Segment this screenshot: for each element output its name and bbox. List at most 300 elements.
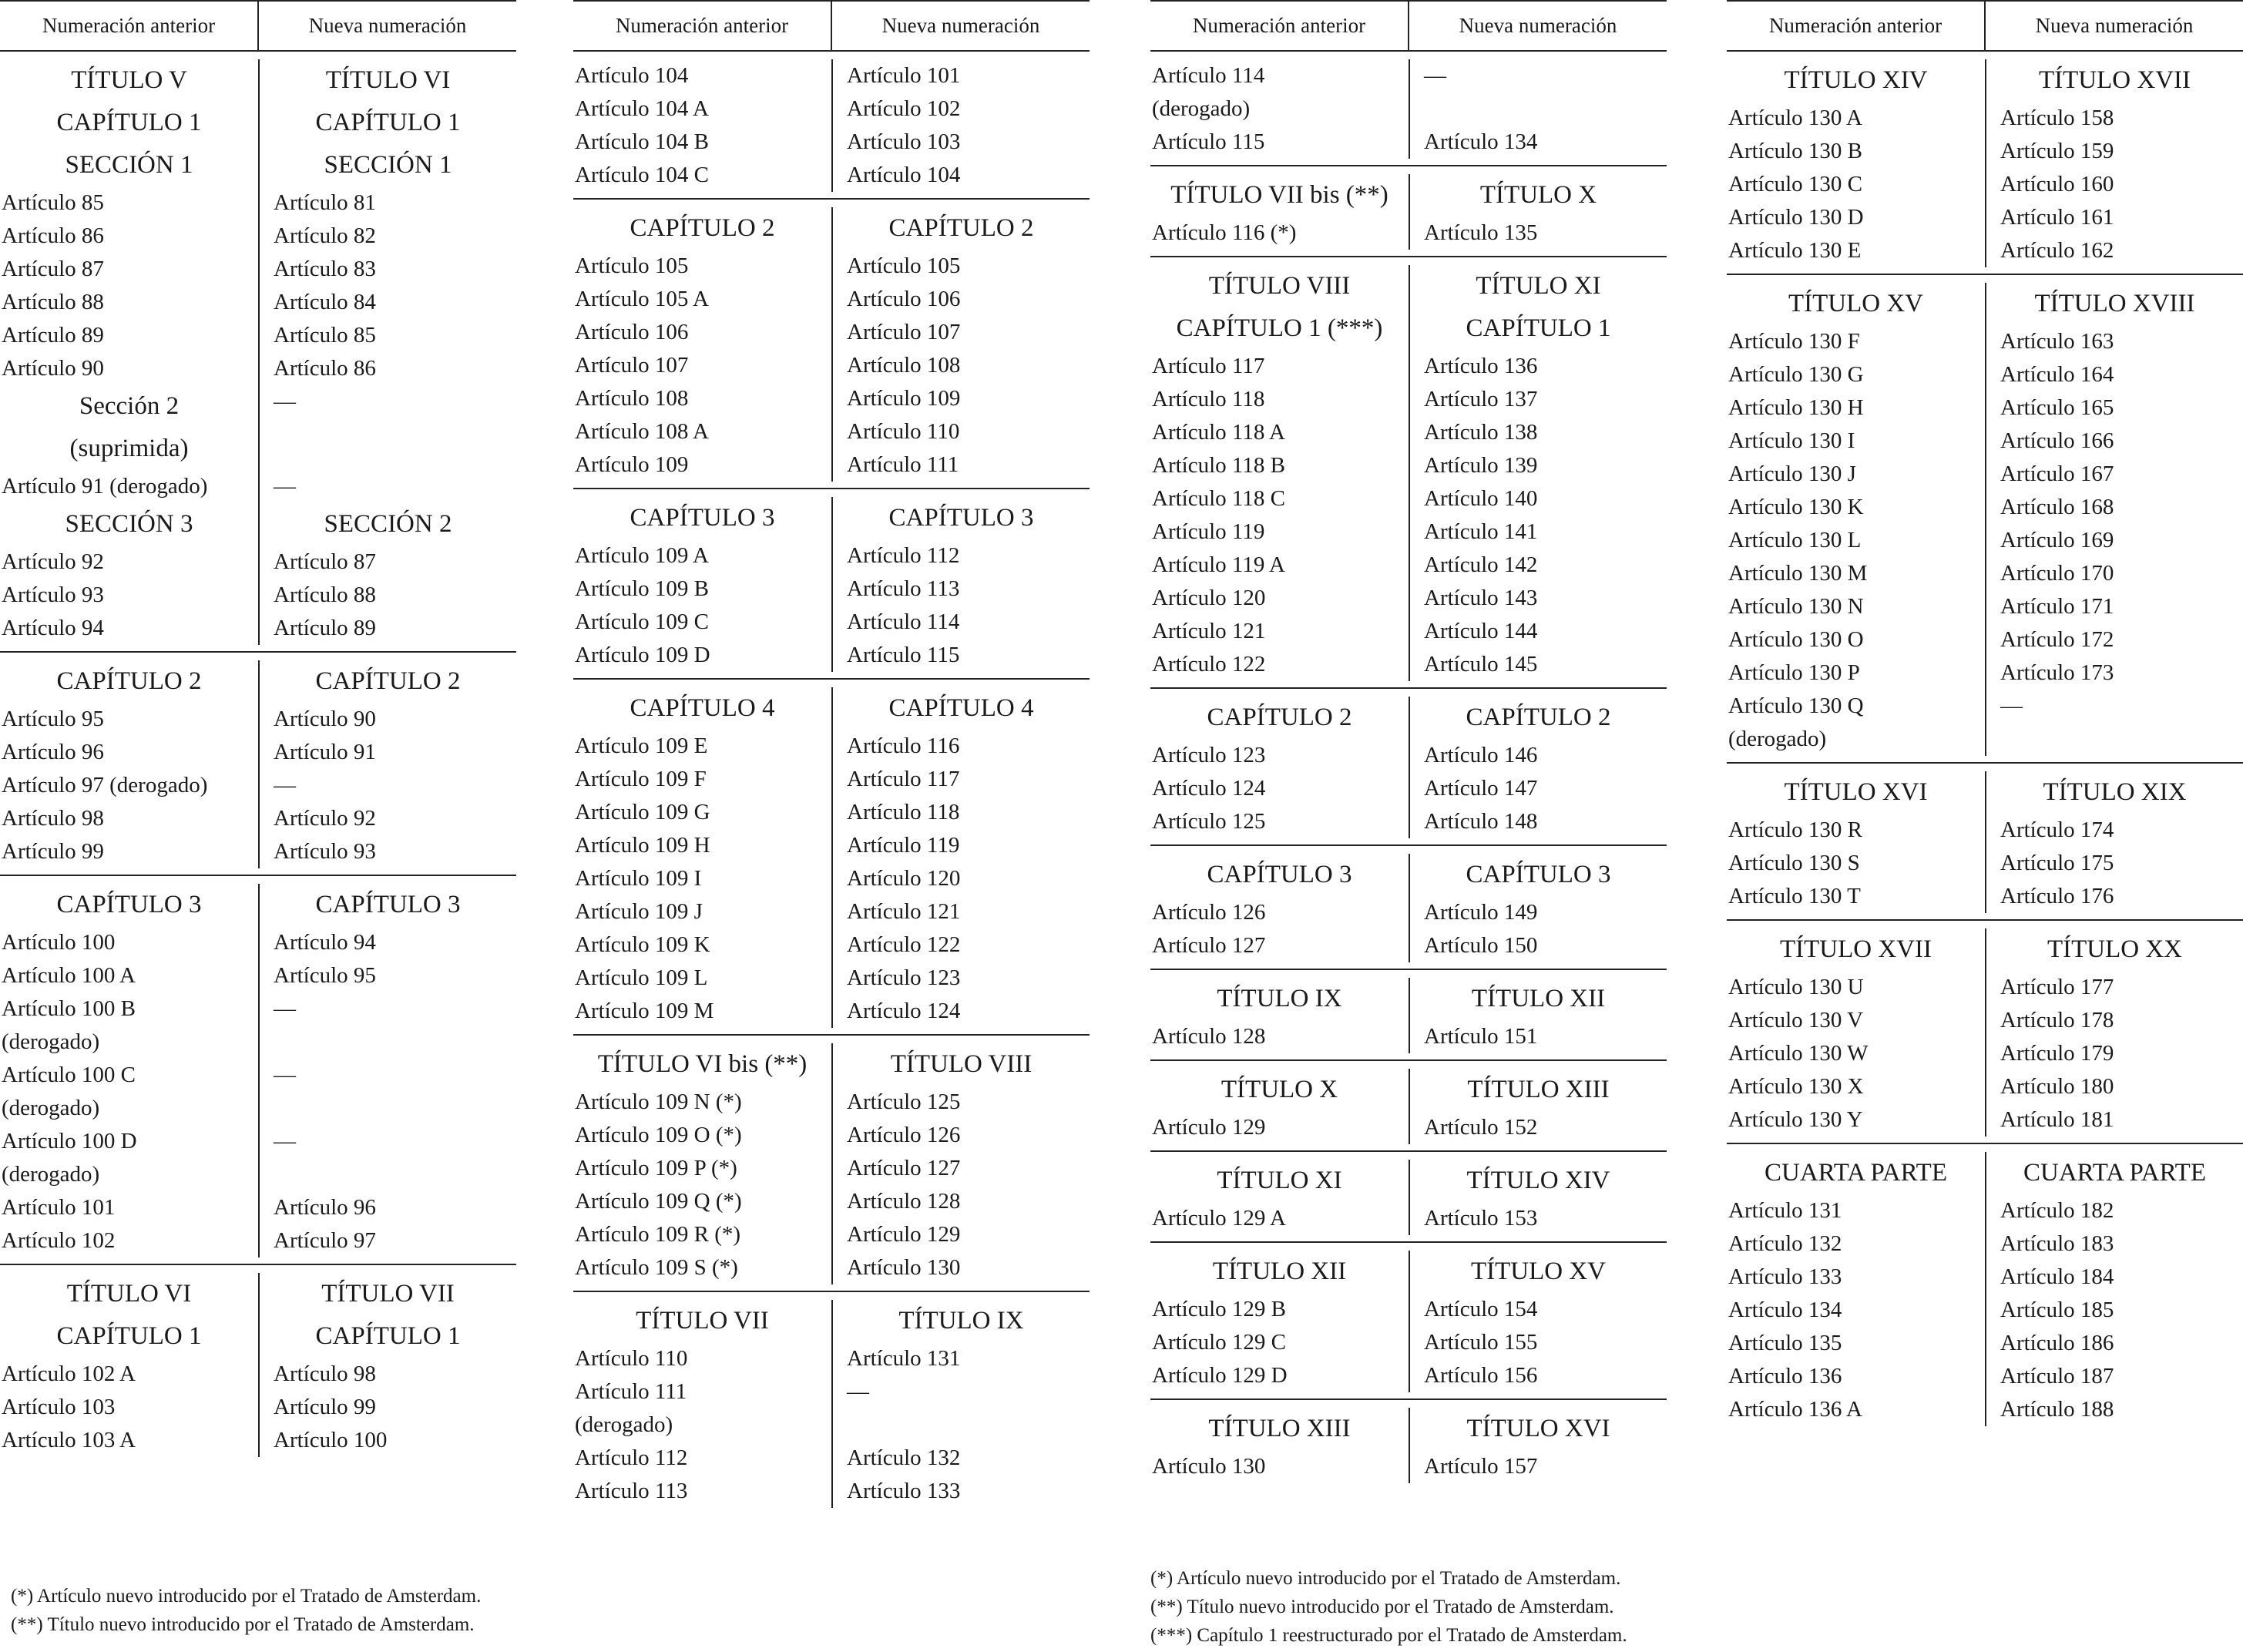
old-number-cell: Artículo 107 [575, 353, 689, 378]
new-number-cell: CAPÍTULO 2 [831, 207, 1090, 250]
footnote: (**) Título nuevo introducido por el Tratado de Amsterdam. [1150, 1597, 1614, 1617]
old-number-cell: Artículo 123 [1152, 743, 1266, 767]
heading-row [1150, 1069, 1667, 1111]
new-number-cell: Artículo 104 [831, 159, 1090, 192]
table-row [1150, 582, 1667, 615]
old-number-cell: Artículo 122 [1152, 652, 1266, 677]
old-number-cell: Artículo 129 B [1152, 1297, 1286, 1321]
table-row [1727, 1037, 2243, 1070]
header-old-numbering: Numeración anterior [1150, 2, 1409, 50]
new-number-cell: TÍTULO XVII [1985, 59, 2243, 102]
new-number-cell: Artículo 132 [831, 1442, 1090, 1475]
footnote: (***) Capítulo 1 reestructurado por el Tratado de Amsterdam. [1150, 1625, 1627, 1646]
new-number-cell: Artículo 165 [1985, 391, 2243, 425]
heading-row [0, 503, 516, 546]
new-number-cell: CAPÍTULO 3 [831, 497, 1090, 539]
table-header [573, 0, 1090, 52]
new-number-cell: Artículo 184 [1985, 1261, 2243, 1294]
table-row [1727, 325, 2243, 358]
new-number-cell: CUARTA PARTE [1985, 1152, 2243, 1194]
table-row [1150, 929, 1667, 962]
table-row [1727, 524, 2243, 557]
new-number-cell: Artículo 168 [1985, 491, 2243, 524]
table-row [1727, 201, 2243, 234]
table-row [573, 572, 1090, 606]
new-number-cell: Artículo 110 [831, 415, 1090, 448]
new-number-cell: Artículo 119 [831, 829, 1090, 862]
old-number-cell: Artículo 118 C [1152, 486, 1285, 511]
old-number-cell: Artículo 108 [575, 386, 689, 411]
old-number-cell: Artículo 130 S [1728, 851, 1860, 875]
table-row [1727, 1261, 2243, 1294]
table-row [0, 802, 516, 835]
old-number-cell: Artículo 100 B (derogado) [2, 996, 136, 1054]
new-number-cell: Artículo 117 [831, 763, 1090, 796]
old-number-cell: Artículo 130 C [1728, 172, 1862, 196]
table-section [1150, 166, 1667, 257]
table-row [573, 539, 1090, 572]
old-number-cell: Artículo 119 [1152, 519, 1265, 544]
table-row [573, 1342, 1090, 1375]
old-number-cell: Artículo 101 [2, 1195, 116, 1220]
table-section [1150, 846, 1667, 970]
old-number-cell: Artículo 103 A [2, 1428, 136, 1452]
old-number-cell: Artículo 109 J [575, 899, 703, 924]
table-row [1150, 1202, 1667, 1235]
new-number-cell: Artículo 158 [1985, 102, 2243, 135]
old-number-cell: Artículo 109 A [575, 543, 709, 568]
old-number-cell: TÍTULO XIV [1784, 66, 1928, 94]
new-number-cell: Artículo 115 [831, 639, 1090, 672]
table-row [573, 1119, 1090, 1152]
table-row [0, 1224, 516, 1257]
table-section [573, 489, 1090, 680]
new-number-cell: CAPÍTULO 2 [258, 660, 516, 703]
table-section [1727, 764, 2243, 921]
new-number-cell: Artículo 135 [1409, 217, 1667, 250]
new-number-cell: Artículo 105 [831, 250, 1090, 283]
new-number-cell: Artículo 106 [831, 283, 1090, 316]
old-number-cell: Artículo 117 [1152, 354, 1265, 378]
new-number-cell: Artículo 188 [1985, 1393, 2243, 1426]
new-number-cell: Artículo 166 [1985, 425, 2243, 458]
new-number-cell: TÍTULO X [1409, 174, 1667, 217]
table-row [1150, 1359, 1667, 1392]
old-number-cell: CAPÍTULO 1 [56, 109, 202, 136]
table-row [0, 1125, 516, 1191]
old-number-cell: Artículo 130 G [1728, 362, 1864, 387]
header-old-numbering: Numeración anterior [1727, 2, 1986, 50]
new-number-cell: — [1409, 59, 1667, 126]
new-number-cell: Artículo 182 [1985, 1194, 2243, 1227]
header-new-numbering: Nueva numeración [1459, 14, 1617, 37]
old-number-cell: Artículo 89 [2, 323, 104, 348]
new-number-cell: Artículo 94 [258, 926, 516, 959]
old-number-cell: TÍTULO X [1221, 1076, 1338, 1103]
table-row [1727, 590, 2243, 623]
old-number-cell: Artículo 130 E [1728, 238, 1862, 263]
table-row [1150, 896, 1667, 929]
new-number-cell: — [258, 992, 516, 1059]
new-number-cell: Artículo 136 [1409, 350, 1667, 383]
table-row [1150, 383, 1667, 416]
new-number-cell: Artículo 176 [1985, 880, 2243, 913]
new-number-cell: Artículo 174 [1985, 814, 2243, 847]
old-number-cell: Artículo 130 V [1728, 1008, 1864, 1032]
old-number-cell: Artículo 129 [1152, 1115, 1266, 1140]
old-number-cell: Artículo 109 B [575, 576, 709, 601]
new-number-cell: Artículo 142 [1409, 549, 1667, 582]
table-row [573, 928, 1090, 962]
old-number-cell: CAPÍTULO 3 [1207, 861, 1352, 888]
table-row [573, 59, 1090, 92]
table-row [1727, 1004, 2243, 1037]
old-number-cell: Artículo 109 Q (*) [575, 1189, 742, 1214]
new-number-cell: Artículo 147 [1409, 772, 1667, 805]
old-number-cell: Artículo 136 A [1728, 1397, 1862, 1422]
table-row [573, 796, 1090, 829]
table-row [573, 92, 1090, 126]
old-number-cell: Artículo 109 C [575, 609, 709, 634]
table-section [0, 1265, 516, 1463]
new-number-cell: Artículo 133 [831, 1475, 1090, 1508]
new-number-cell: TÍTULO XX [1985, 928, 2243, 971]
table-row [1727, 847, 2243, 880]
table-row [0, 579, 516, 612]
table-row [0, 1191, 516, 1224]
new-number-cell: Artículo 82 [258, 220, 516, 253]
old-number-cell: CUARTA PARTE [1765, 1159, 1947, 1187]
new-number-cell: TÍTULO XVIII [1985, 283, 2243, 325]
footnote: (*) Artículo nuevo introducido por el Tratado de Amsterdam. [11, 1586, 482, 1607]
old-number-cell: Artículo 96 [2, 740, 104, 764]
new-number-cell: Artículo 179 [1985, 1037, 2243, 1070]
old-number-cell: CAPÍTULO 2 [56, 667, 202, 695]
old-number-cell: TÍTULO V [71, 66, 187, 94]
new-number-cell: Artículo 141 [1409, 515, 1667, 549]
table-row [573, 316, 1090, 349]
new-number-cell: Artículo 81 [258, 186, 516, 220]
table-row [1727, 1070, 2243, 1103]
new-number-cell: Artículo 125 [831, 1086, 1090, 1119]
old-number-cell: Artículo 112 [575, 1446, 688, 1470]
new-number-cell: Artículo 129 [831, 1218, 1090, 1251]
new-number-cell: Artículo 161 [1985, 201, 2243, 234]
new-number-cell: Artículo 163 [1985, 325, 2243, 358]
table-row [573, 639, 1090, 672]
new-number-cell: CAPÍTULO 1 [1409, 307, 1667, 350]
old-number-cell: Artículo 130 J [1728, 462, 1856, 486]
old-number-cell: CAPÍTULO 2 [1207, 703, 1352, 731]
new-number-cell: — [258, 1125, 516, 1191]
old-number-cell: Artículo 130 R [1728, 818, 1862, 842]
table-row [1727, 168, 2243, 201]
table-row [573, 126, 1090, 159]
new-number-cell: Artículo 172 [1985, 623, 2243, 656]
table-row [1727, 1103, 2243, 1137]
new-number-cell: Artículo 100 [258, 1424, 516, 1457]
heading-row [0, 1315, 516, 1358]
table-section [0, 876, 516, 1265]
table-row [1150, 615, 1667, 648]
new-number-cell: Artículo 127 [831, 1152, 1090, 1185]
new-number-cell: Artículo 181 [1985, 1103, 2243, 1137]
table-row [0, 220, 516, 253]
table-row [1727, 1227, 2243, 1261]
new-number-cell: Artículo 89 [258, 612, 516, 645]
table-column-3 [1150, 0, 1667, 1489]
table-section [573, 680, 1090, 1036]
table-row [1150, 805, 1667, 838]
table-section [573, 1292, 1090, 1514]
table-row [0, 546, 516, 579]
table-row [1727, 358, 2243, 391]
new-number-cell: — [258, 1059, 516, 1125]
old-number-cell: Artículo 116 (*) [1152, 220, 1297, 245]
new-number-cell: Artículo 137 [1409, 383, 1667, 416]
table-row [0, 1358, 516, 1391]
new-number-cell: TÍTULO XII [1409, 978, 1667, 1020]
table-row [1727, 690, 2243, 756]
old-number-cell: Artículo 130 A [1728, 106, 1862, 130]
table-row [1727, 1194, 2243, 1227]
old-number-cell: Artículo 130 M [1728, 561, 1868, 586]
new-number-cell: Artículo 112 [831, 539, 1090, 572]
old-number-cell: Artículo 109 P (*) [575, 1156, 737, 1180]
table-row [1150, 549, 1667, 582]
old-number-cell: Artículo 109 G [575, 800, 710, 824]
table-row [573, 862, 1090, 895]
heading-row [0, 144, 516, 186]
new-number-cell: — [258, 385, 516, 470]
table-row [0, 835, 516, 868]
old-number-cell: Artículo 109 R (*) [575, 1222, 741, 1247]
old-number-cell: Artículo 95 [2, 707, 104, 731]
new-number-cell: Artículo 152 [1409, 1111, 1667, 1144]
old-number-cell: Artículo 99 [2, 839, 104, 864]
old-number-cell: Artículo 119 A [1152, 552, 1285, 577]
new-number-cell: — [1985, 690, 2243, 756]
table-section [1150, 257, 1667, 689]
old-number-cell: Artículo 109 S (*) [575, 1255, 738, 1280]
table-row [0, 352, 516, 385]
new-number-cell: Artículo 91 [258, 736, 516, 769]
new-number-cell: Artículo 149 [1409, 896, 1667, 929]
new-number-cell: Artículo 114 [831, 606, 1090, 639]
new-number-cell: Artículo 85 [258, 319, 516, 352]
old-number-cell: Artículo 100 [2, 930, 116, 955]
heading-row [1727, 771, 2243, 814]
old-number-cell: TÍTULO IX [1217, 985, 1342, 1012]
table-row [0, 1391, 516, 1424]
table-section [573, 52, 1090, 200]
new-number-cell: Artículo 169 [1985, 524, 2243, 557]
table-row [1150, 416, 1667, 449]
table-row [573, 250, 1090, 283]
old-number-cell: Artículo 109 O (*) [575, 1123, 742, 1147]
footnotes-right [1150, 1564, 1627, 1650]
old-number-cell: TÍTULO XV [1788, 290, 1924, 317]
new-number-cell: Artículo 111 [831, 448, 1090, 482]
new-number-cell: Artículo 88 [258, 579, 516, 612]
table-row [573, 1251, 1090, 1284]
old-number-cell: CAPÍTULO 4 [630, 694, 775, 722]
table-row [573, 382, 1090, 415]
heading-row [1150, 174, 1667, 217]
old-number-cell: Artículo 130 H [1728, 395, 1864, 420]
heading-row [1150, 697, 1667, 739]
table-row [1150, 648, 1667, 681]
old-number-cell: Artículo 130 U [1728, 975, 1864, 999]
table-row [1150, 59, 1667, 126]
new-number-cell: Artículo 164 [1985, 358, 2243, 391]
new-number-cell: Artículo 97 [258, 1224, 516, 1257]
header-new-numbering: Nueva numeración [881, 14, 1040, 37]
old-number-cell: Artículo 127 [1152, 933, 1266, 958]
new-number-cell: Artículo 107 [831, 316, 1090, 349]
table-row [0, 612, 516, 645]
heading-row [1727, 1152, 2243, 1194]
old-number-cell: Artículo 132 [1728, 1231, 1842, 1256]
table-section [1150, 1243, 1667, 1400]
new-number-cell: Artículo 156 [1409, 1359, 1667, 1392]
heading-row [1150, 978, 1667, 1020]
table-row [1727, 814, 2243, 847]
heading-row [1150, 1251, 1667, 1293]
heading-row [573, 1300, 1090, 1342]
new-number-cell: Artículo 180 [1985, 1070, 2243, 1103]
old-number-cell: Artículo 104 C [575, 163, 709, 187]
table-row [1727, 425, 2243, 458]
table-row [573, 349, 1090, 382]
table-row [0, 769, 516, 802]
table-section [0, 653, 516, 876]
table-column-4 [1727, 0, 2243, 1432]
new-number-cell: Artículo 93 [258, 835, 516, 868]
old-number-cell: TÍTULO VI bis (**) [597, 1050, 808, 1078]
old-number-cell: Artículo 130 X [1728, 1074, 1864, 1099]
old-number-cell: Artículo 93 [2, 583, 104, 607]
old-number-cell: Artículo 118 B [1152, 453, 1285, 478]
old-number-cell: Artículo 98 [2, 806, 104, 831]
table-row [573, 1152, 1090, 1185]
new-number-cell: Artículo 83 [258, 253, 516, 286]
heading-row [1150, 854, 1667, 896]
old-number-cell: Artículo 131 [1728, 1198, 1842, 1223]
table-row [1727, 971, 2243, 1004]
heading-row [573, 687, 1090, 730]
new-number-cell: Artículo 95 [258, 959, 516, 992]
old-number-cell: Artículo 130 T [1728, 884, 1861, 908]
new-number-cell: TÍTULO XI [1409, 265, 1667, 307]
new-number-cell: Artículo 121 [831, 895, 1090, 928]
old-number-cell: Artículo 106 [575, 320, 689, 344]
old-number-cell: Artículo 130 W [1728, 1041, 1869, 1066]
heading-row [0, 102, 516, 144]
old-number-cell: Artículo 115 [1152, 129, 1265, 154]
table-row [573, 829, 1090, 862]
table-row [1150, 217, 1667, 250]
old-number-cell: Artículo 109 H [575, 833, 710, 858]
heading-row [0, 1273, 516, 1315]
old-number-cell: Artículo 109 E [575, 734, 708, 758]
new-number-cell: Artículo 96 [258, 1191, 516, 1224]
new-number-cell: Artículo 120 [831, 862, 1090, 895]
table-row [1150, 1450, 1667, 1483]
old-number-cell: Artículo 124 [1152, 776, 1266, 801]
new-number-cell: CAPÍTULO 3 [1409, 854, 1667, 896]
new-number-cell: Artículo 131 [831, 1342, 1090, 1375]
new-number-cell: TÍTULO XVI [1409, 1408, 1667, 1450]
new-number-cell: Artículo 86 [258, 352, 516, 385]
old-number-cell: Artículo 97 (derogado) [2, 773, 208, 797]
new-number-cell: SECCIÓN 2 [258, 503, 516, 546]
table-row [573, 283, 1090, 316]
old-number-cell: Artículo 130 F [1728, 329, 1860, 354]
table-row [573, 1442, 1090, 1475]
table-column-1 [0, 0, 516, 1463]
heading-row [1150, 1160, 1667, 1202]
new-number-cell: Artículo 118 [831, 796, 1090, 829]
old-number-cell: Artículo 109 D [575, 643, 710, 667]
table-row [1150, 1293, 1667, 1326]
new-number-cell: TÍTULO VIII [831, 1043, 1090, 1086]
table-row [1727, 391, 2243, 425]
old-number-cell: Artículo 94 [2, 616, 104, 640]
old-number-cell: TÍTULO VI [66, 1280, 192, 1308]
table-section [1150, 1061, 1667, 1152]
old-number-cell: Artículo 110 [575, 1346, 688, 1371]
old-number-cell: Artículo 109 F [575, 767, 707, 791]
new-number-cell: Artículo 151 [1409, 1020, 1667, 1053]
table-row [1727, 234, 2243, 267]
old-number-cell: Artículo 88 [2, 290, 104, 314]
new-number-cell: Artículo 126 [831, 1119, 1090, 1152]
table-section [1150, 1152, 1667, 1243]
new-number-cell: Artículo 98 [258, 1358, 516, 1391]
new-number-cell: Artículo 178 [1985, 1004, 2243, 1037]
heading-row [1727, 928, 2243, 971]
old-number-cell: Artículo 130 Y [1728, 1107, 1863, 1132]
heading-row [573, 1043, 1090, 1086]
table-row [0, 992, 516, 1059]
table-row [1727, 623, 2243, 656]
new-number-cell: Artículo 170 [1985, 557, 2243, 590]
old-number-cell: TÍTULO XVII [1779, 935, 1932, 963]
old-number-cell: Artículo 134 [1728, 1298, 1842, 1322]
table-row [573, 448, 1090, 482]
table-row [1727, 102, 2243, 135]
table-row [1150, 515, 1667, 549]
new-number-cell: Artículo 99 [258, 1391, 516, 1424]
old-number-cell: Artículo 118 A [1152, 420, 1285, 445]
table-section [573, 200, 1090, 489]
old-number-cell: Artículo 105 [575, 254, 689, 278]
table-row [573, 1218, 1090, 1251]
new-number-cell: Artículo 162 [1985, 234, 2243, 267]
table-row [1150, 1111, 1667, 1144]
old-number-cell: CAPÍTULO 2 [630, 214, 775, 242]
old-number-cell: Artículo 109 K [575, 932, 710, 957]
new-number-cell: Artículo 167 [1985, 458, 2243, 491]
old-number-cell: TÍTULO XVI [1784, 778, 1928, 806]
new-number-cell: CAPÍTULO 3 [258, 884, 516, 926]
old-number-cell: Artículo 90 [2, 356, 104, 381]
new-number-cell: — [831, 1375, 1090, 1442]
old-number-cell: Artículo 104 B [575, 129, 709, 154]
table-row [0, 319, 516, 352]
old-number-cell: Artículo 130 [1152, 1454, 1266, 1479]
